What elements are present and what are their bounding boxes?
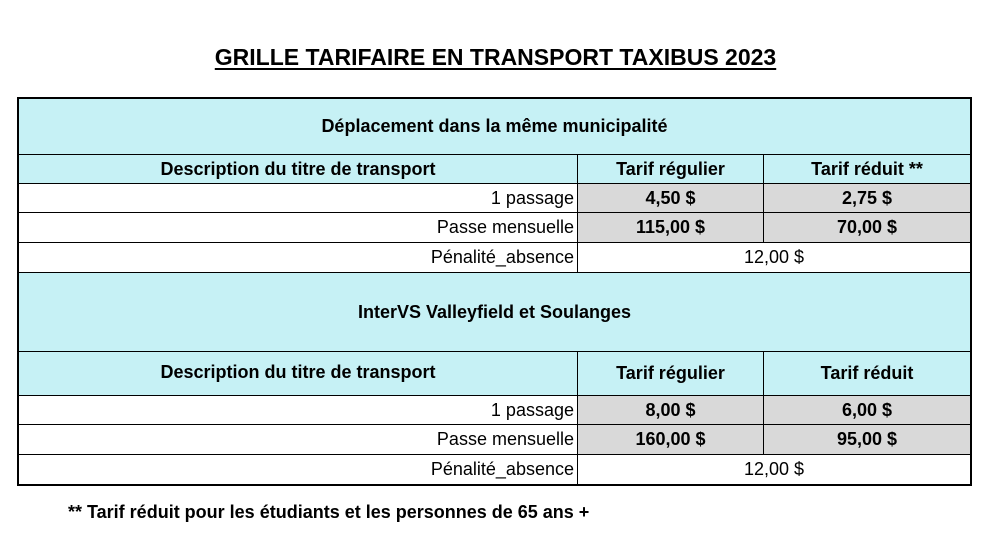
column-header-row (19, 352, 970, 396)
penalty-row (19, 455, 970, 484)
section-heading (19, 273, 970, 352)
penalty-label: Pénalité_absence (430, 459, 574, 479)
penalty-row (19, 243, 970, 273)
column-header-reduced: Tarif réduit ** (763, 155, 970, 183)
column-header-description: Description du titre de transport (160, 158, 436, 179)
reduced-fare: 6,00 $ (763, 396, 970, 424)
regular-fare: 8,00 $ (577, 396, 763, 424)
penalty-value: 12,00 $ (577, 455, 970, 484)
column-header-row (19, 155, 970, 184)
penalty-label: Pénalité_absence (430, 247, 574, 267)
regular-fare: 115,00 $ (577, 213, 763, 242)
footnote: ** Tarif réduit pour les étudiants et les personnes de 65 ans + (68, 502, 590, 522)
fare-table (17, 97, 972, 486)
fare-label: 1 passage (490, 399, 574, 420)
page-title: GRILLE TARIFAIRE EN TRANSPORT TAXIBUS 2023 (214, 44, 777, 70)
column-header-regular: Tarif régulier (577, 155, 763, 183)
penalty-value: 12,00 $ (577, 243, 970, 272)
fare-label: Passe mensuelle (436, 217, 574, 237)
section-heading-text: InterVS Valleyfield et Soulanges (357, 301, 632, 322)
column-header-description: Description du titre de transport (160, 362, 436, 382)
table-row (19, 396, 970, 425)
regular-fare: 4,50 $ (577, 184, 763, 212)
section-heading-text: Déplacement dans la même municipalité (321, 116, 668, 136)
section-heading (19, 99, 970, 155)
reduced-fare: 95,00 $ (763, 425, 970, 454)
fare-label: 1 passage (490, 187, 574, 208)
table-row (19, 425, 970, 455)
regular-fare: 160,00 $ (577, 425, 763, 454)
table-row (19, 184, 970, 213)
table-row (19, 213, 970, 243)
reduced-fare: 70,00 $ (763, 213, 970, 242)
reduced-fare: 2,75 $ (763, 184, 970, 212)
column-header-reduced: Tarif réduit (763, 352, 970, 395)
fare-label: Passe mensuelle (436, 429, 574, 449)
column-header-regular: Tarif régulier (577, 352, 763, 395)
